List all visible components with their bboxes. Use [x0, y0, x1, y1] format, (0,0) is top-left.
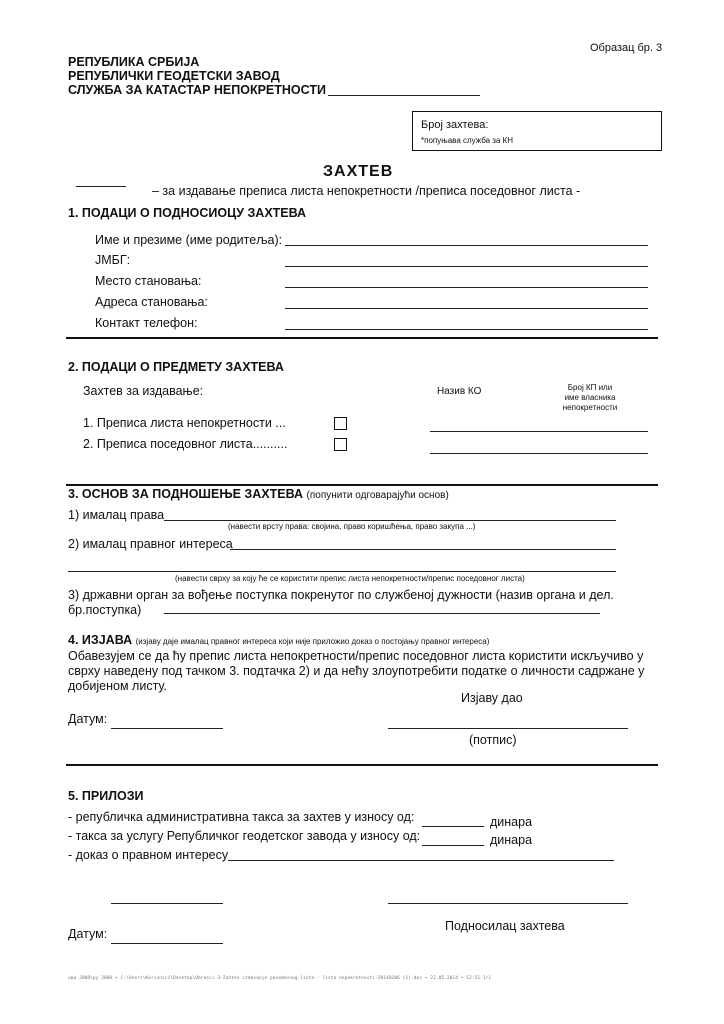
- jmbg-field[interactable]: [285, 266, 648, 267]
- checkbox-real-estate-sheet[interactable]: [334, 417, 347, 430]
- service-fee-currency: динара: [490, 833, 533, 847]
- legal-interest-field-2[interactable]: [68, 571, 616, 572]
- section2-heading: 2. ПОДАЦИ О ПРЕДМЕТУ ЗАХТЕВА: [68, 360, 284, 374]
- request-for-label: Захтев за издавање:: [83, 384, 204, 398]
- service-fee-amount-field[interactable]: [422, 845, 484, 846]
- column-kp-label-3: непокретности: [562, 403, 618, 412]
- section4-heading-note: (изјаву даје ималац правног интереса који није приложио доказ о постојању правног интереса): [135, 637, 490, 646]
- basis-right-holder: 1) ималац права: [68, 508, 165, 522]
- item-possession-sheet: 2. Преписа поседовног листа..........: [83, 437, 288, 451]
- section-divider: [66, 484, 658, 486]
- section3-heading: 3. ОСНОВ ЗА ПОДНОШЕЊЕ ЗАХТЕВА: [68, 487, 304, 501]
- basis-state-body-1: 3) државни орган за вођење поступка покренутог по службеној дужности (назив органа и дел.: [68, 588, 614, 602]
- statement-line-2: сврху наведену под тачком 3. подтачка 2) и да нећу злоупотребити податке о личности садржане у: [68, 664, 645, 678]
- section-divider: [66, 764, 658, 766]
- legal-interest-hint: (навести сврху за коју ће се користити препис листа непокретности/препис поседовног листа): [175, 574, 525, 583]
- name-field[interactable]: [285, 245, 648, 246]
- section3-heading-row: [68, 487, 449, 501]
- field-label-jmbg: ЈМБГ:: [95, 253, 131, 267]
- signature-label: (потпис): [469, 733, 517, 747]
- request-number-label: Број захтева:: [421, 119, 489, 131]
- statement-by-label: Изјаву дао: [461, 691, 523, 705]
- applicant-date-line-top[interactable]: [111, 903, 223, 904]
- section4-heading-row: [68, 633, 489, 647]
- request-number-note: *попуњава служба за КН: [421, 136, 514, 145]
- applicant-date-field[interactable]: [111, 943, 223, 944]
- column-kp-label-1: Број КП или: [567, 383, 613, 392]
- field-label-address: Адреса становања:: [95, 295, 208, 309]
- header-institute: РЕПУБЛИЧКИ ГЕОДЕТСКИ ЗАВОД: [68, 69, 280, 83]
- attachment-admin-fee: - републичка административна такса за захтев у износу од:: [68, 810, 415, 824]
- section-divider: [66, 337, 658, 339]
- service-name-line[interactable]: [328, 95, 480, 96]
- right-holder-field[interactable]: [164, 520, 616, 521]
- ko-name-field-1[interactable]: [430, 431, 648, 432]
- request-number-box[interactable]: [412, 111, 662, 151]
- attachment-service-fee: - такса за услугу Републичког геодетског завода у износу од:: [68, 829, 421, 843]
- column-kp-label-2: име власника: [564, 393, 616, 402]
- applicant-date-label: Датум:: [68, 927, 108, 941]
- basis-legal-interest: 2) ималац правног интереса: [68, 537, 233, 551]
- statement-date-label: Датум:: [68, 712, 108, 726]
- basis-state-body-2: бр.поступка): [68, 603, 142, 617]
- city-field[interactable]: [285, 287, 648, 288]
- form-title: ЗАХТЕВ: [323, 163, 394, 180]
- field-label-name: Име и презиме (име родитеља):: [95, 233, 283, 247]
- statement-line-3: добијеном листу.: [68, 679, 167, 693]
- checkbox-possession-sheet[interactable]: [334, 438, 347, 451]
- ko-name-field-2[interactable]: [430, 453, 648, 454]
- form-number: Образац бр. 3: [590, 42, 663, 54]
- section4-heading: 4. ИЗЈАВА: [68, 633, 133, 647]
- field-label-phone: Контакт телефон:: [95, 316, 198, 330]
- form-subtitle: – за издавање преписа листа непокретности /преписа поседовног листа -: [152, 184, 581, 198]
- phone-field[interactable]: [285, 329, 648, 330]
- applicant-label: Подносилац захтева: [445, 919, 565, 933]
- state-body-field[interactable]: [164, 613, 600, 614]
- legal-interest-field[interactable]: [230, 549, 616, 550]
- title-prefix-line[interactable]: [76, 186, 126, 187]
- attachment-legal-interest-proof: - доказ о правном интересу: [68, 848, 229, 862]
- applicant-signature-field[interactable]: [388, 903, 628, 904]
- footer-file-info: оди 2008\ру 2006 • C:\Users\Korisnici\Desktop\Obrasci 3-Zahtev izdavanje posedovnog lista - lista nepokretnosti-20140206 (1).doc • 22.05.2014 • 12:51 1/1: [68, 976, 492, 981]
- header-service: СЛУЖБА ЗА КАТАСТАР НЕПОКРЕТНОСТИ: [68, 83, 326, 97]
- header-republic: РЕПУБЛИКА СРБИЈА: [68, 55, 200, 69]
- statement-signature-field[interactable]: [388, 728, 628, 729]
- legal-interest-proof-field[interactable]: [228, 860, 614, 861]
- section1-heading: 1. ПОДАЦИ О ПОДНОСИОЦУ ЗАХТЕВА: [68, 206, 307, 220]
- right-holder-hint: (навести врсту права: својина, право коришћења, право закупа ...): [228, 522, 476, 531]
- address-field[interactable]: [285, 308, 648, 309]
- statement-date-field[interactable]: [111, 728, 223, 729]
- statement-line-1: Обавезујем се да ћу препис листа непокретности/препис поседовног листа користити искључиво у: [68, 649, 644, 663]
- section3-heading-note: (попунити одговарајући основ): [306, 490, 449, 501]
- admin-fee-currency: динара: [490, 815, 533, 829]
- column-ko-label: Назив КО: [437, 386, 482, 397]
- field-label-city: Место становања:: [95, 274, 202, 288]
- section5-heading: 5. ПРИЛОЗИ: [68, 789, 144, 803]
- item-real-estate-sheet: 1. Преписа листа непокретности ...: [83, 416, 286, 430]
- admin-fee-amount-field[interactable]: [422, 826, 484, 827]
